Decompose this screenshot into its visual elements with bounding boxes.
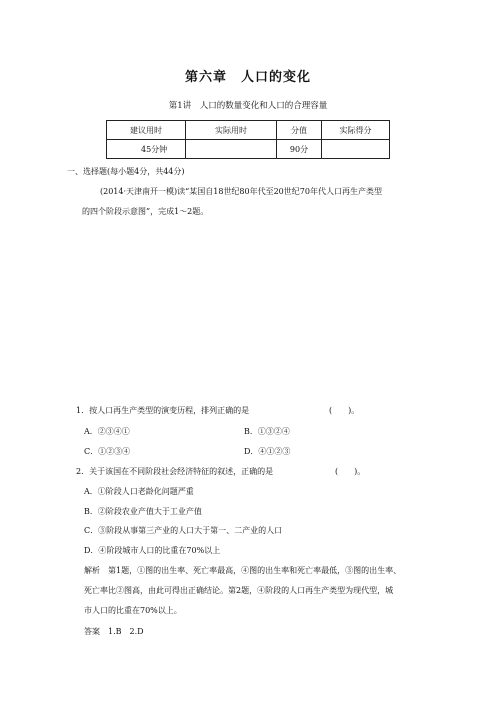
table-cell: 45分钟 (107, 140, 186, 159)
table-cell (186, 140, 277, 159)
intro-line: (2014·天津南开一模)读“某国自18世纪80年代至20世纪70年代人口再生产类型 (100, 187, 382, 196)
analysis-line: 死亡率比②图高，由此可得出正确结论。第2题，④阶段的人口再生产类型为现代型，城 (84, 586, 394, 595)
table-header-cell: 分值 (277, 121, 322, 140)
q2-option-c: C．③阶段从事第三产业的人口大于第一、二产业的人口 (84, 526, 283, 535)
table-cell: 90分 (277, 140, 322, 159)
table-cell (322, 140, 390, 159)
lesson-title: 第1讲 人口的数量变化和人口的合理容量 (168, 101, 328, 111)
q2-option-b: B．②阶段农业产值大于工业产值 (84, 507, 202, 516)
intro-line: 的四个阶段示意图”，完成1～2题。 (82, 207, 209, 216)
question-2-stem: 2．关于该国在不同阶段社会经济特征的叙述，正确的是 (76, 467, 274, 476)
table-header-cell: 建议用时 (107, 121, 186, 140)
table-row (107, 140, 390, 159)
q1-option-d: D．④①②③ (244, 447, 291, 456)
analysis-line: 市人口的比重在70%以上。 (84, 606, 182, 615)
q1-option-a: A．②③④① (84, 427, 130, 436)
q1-option-c: C．①②③④ (84, 447, 131, 456)
table-header-row (107, 121, 390, 140)
q2-option-a: A．①阶段人口老龄化问题严重 (84, 487, 194, 496)
question-1-bracket: ( )。 (329, 406, 360, 415)
table-header-cell: 实际得分 (322, 121, 390, 140)
answer-line: 答案 1.B 2.D (84, 627, 144, 636)
q1-option-b: B．①③②④ (244, 427, 290, 436)
time-table (106, 120, 390, 159)
chapter-title: 第六章 人口的变化 (184, 70, 311, 85)
q2-option-d: D．④阶段城市人口的比重在70%以上 (84, 546, 221, 555)
table-header-cell: 实际用时 (186, 121, 277, 140)
figure-placeholder (66, 226, 426, 396)
section-heading: 一、选择题(每小题4分，共44分) (67, 167, 185, 176)
question-1-stem: 1．按人口再生产类型的演变历程，排列正确的是 (76, 406, 250, 415)
analysis-line: 解析 第1题，①图的出生率、死亡率最高，④图的出生率和死亡率最低，③图的出生率、 (84, 566, 402, 575)
question-2-bracket: ( )。 (335, 467, 366, 476)
